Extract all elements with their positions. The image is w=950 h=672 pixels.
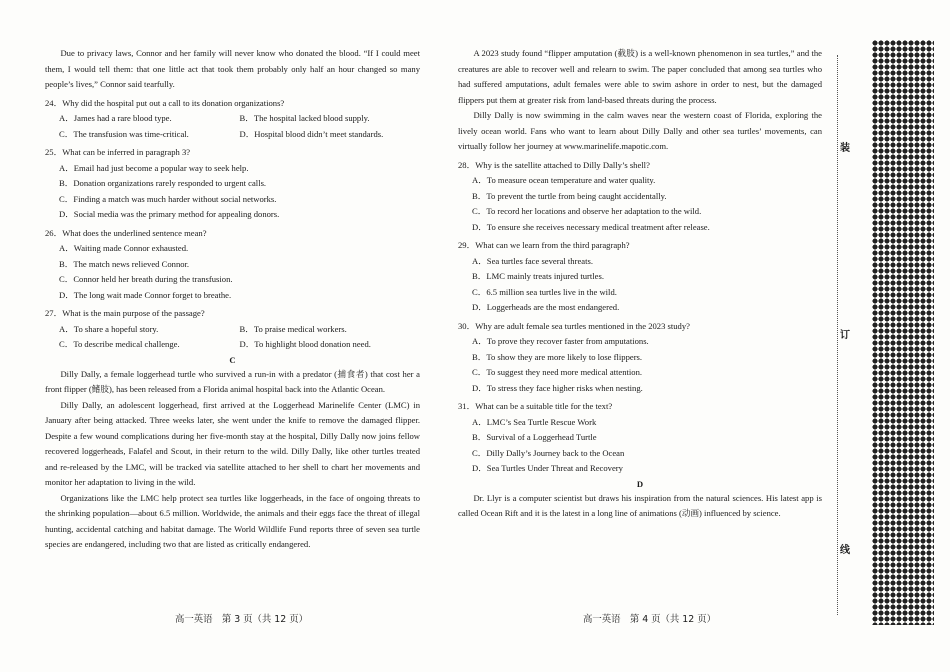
section-d-heading: D <box>636 478 644 489</box>
option-c: C．To record her locations and observe her adaptation to the wild. <box>472 206 702 216</box>
option-d: D．To ensure she receives necessary medical treatment after release. <box>472 221 710 232</box>
question-26: 26．What does the underlined sentence mean? <box>45 227 207 238</box>
decorative-border-pattern <box>872 40 934 625</box>
question-25-options <box>45 161 420 223</box>
passage-c-paragraph-5: Dilly Dally is now swimming in the calm waves near the western coast of Florida, exploring the lively ocean world. Fans who want to learn about Dilly Dally and other sea turtles’ movements, can virtually follow her journey at www.marinelife.mapotic.com. <box>458 110 822 151</box>
option-b: B．The match news relieved Connor. <box>59 258 190 269</box>
question-29: 29．What can we learn from the third paragraph? <box>458 240 630 250</box>
question-30: 30．Why are adult female sea turtles mentioned in the 2023 study? <box>458 320 690 331</box>
option-c: C．To suggest they need more medical attention. <box>472 367 643 377</box>
option-d: D．Hospital blood didn’t meet standards. <box>239 128 384 139</box>
question-29-options <box>458 254 822 316</box>
option-b: B．Donation organizations rarely responded to urgent calls. <box>59 178 267 188</box>
passage-c-paragraph-2: Dilly Dally, an adolescent loggerhead, first arrived at the Loggerhead Marinelife Center (LMC) in January after being attacked. Three weeks later, she went under the knife to remove the damaged flipper. Despite a few wound complications during her five-month stay at the hospital, Dilly Dally now joins fellow recovered loggerheads, Falafel and Scout, in their return to the wild. Dilly Dally, like other turtles treated and re-released by the LMC, will be tracked via satellite attached to her shell to chart her movements and monitor her adaptation to living in the wild. <box>45 399 420 487</box>
option-d: D．Sea Turtles Under Threat and Recovery <box>472 463 623 473</box>
question-30-options <box>458 334 822 396</box>
question-31-options <box>458 415 822 477</box>
passage-c-paragraph-4: A 2023 study found “flipper amputation (截肢) is a well-known phenomenon in sea turtles,” and the creatures are able to recover well and relearn to swim. The paper concluded that among sea turtles who had suffered amputations, adult females were able to swim ashore in order to nest, but the damaged flippers put them at greater risk from land-based threats during the process. <box>458 48 822 105</box>
option-c: C．Dilly Dally’s Journey back to the Ocean <box>472 447 625 458</box>
passage-b-closing: Due to privacy laws, Connor and her family will never know who donated the blood. “If I could meet them, I would tell them: that one little act that took them probably only half an hour changed so many people’s lives,” Connor said tearfully. <box>45 48 420 89</box>
option-a: A．To measure ocean temperature and water quality. <box>472 175 656 185</box>
question-24-options <box>45 111 420 142</box>
footer-page-4: 高一英语 第 4 页（共 12 页） <box>583 614 716 625</box>
right-page <box>458 46 822 522</box>
option-b: B．To praise medical workers. <box>239 323 347 334</box>
option-d: D．To stress they face higher risks when nesting. <box>472 382 643 393</box>
option-b: B．Survival of a Loggerhead Turtle <box>472 432 597 442</box>
passage-c-paragraph-1: Dilly Dally, a female loggerhead turtle who survived a run-in with a predator (捕食者) that cost her a front flipper (鳍肢), has been released from a Florida animal hospital back into the Atlantic Ocean. <box>45 368 420 394</box>
option-a: A．James had a rare blood type. <box>59 113 172 123</box>
option-a: A．To prove they recover faster from amputations. <box>472 336 649 346</box>
section-c-heading: C <box>229 354 236 365</box>
option-d: D．Loggerheads are the most endangered. <box>472 302 620 312</box>
question-27: 27．What is the main purpose of the passage? <box>45 308 205 318</box>
binding-label-xian: 线 <box>840 545 850 556</box>
footer-page-3: 高一英语 第 3 页（共 12 页） <box>175 614 308 625</box>
option-b: B．To show they are more likely to lose flippers. <box>472 351 643 362</box>
option-c: C．6.5 million sea turtles live in the wild. <box>472 286 617 297</box>
option-b: B．To prevent the turtle from being caught accidentally. <box>472 190 667 201</box>
option-b: B．LMC mainly treats injured turtles. <box>472 271 604 281</box>
passage-d-paragraph-1: Dr. Llyr is a computer scientist but draws his inspiration from the natural sciences. His latest app is called Ocean Rift and it is the latest in a long line of animations (动画) influenced by science. <box>458 492 822 518</box>
option-a: A．Waiting made Connor exhausted. <box>59 243 189 253</box>
left-page <box>45 46 420 553</box>
option-a: A．LMC’s Sea Turtle Rescue Work <box>472 416 597 427</box>
binding-label-zhuang: 装 <box>840 143 850 154</box>
question-25: 25．What can be inferred in paragraph 3? <box>45 147 191 157</box>
option-c: C．The transfusion was time-critical. <box>59 128 189 139</box>
option-a: A．Sea turtles face several threats. <box>472 255 593 266</box>
question-27-options <box>45 322 420 353</box>
question-28: 28．Why is the satellite attached to Dilly Dally’s shell? <box>458 159 650 170</box>
question-28-options <box>458 173 822 235</box>
option-c: C．Connor held her breath during the transfusion. <box>59 274 233 284</box>
option-a: A．To share a hopeful story. <box>59 323 159 334</box>
option-d: D．Social media was the primary method for appealing donors. <box>59 209 280 219</box>
question-26-options <box>45 241 420 303</box>
question-31: 31．What can be a suitable title for the text? <box>458 401 613 411</box>
question-24: 24．Why did the hospital put out a call to its donation organizations? <box>45 97 285 108</box>
option-b: B．The hospital lacked blood supply. <box>239 113 370 123</box>
binding-label-ding: 订 <box>840 330 850 341</box>
option-c: C．To describe medical challenge. <box>59 339 180 349</box>
option-c: C．Finding a match was much harder without social networks. <box>59 193 277 204</box>
passage-c-paragraph-3: Organizations like the LMC help protect sea turtles like loggerheads, in the face of ongoing threats to the shrinking population—about 6.5 million. Worldwide, the animals and their eggs face the threat of illegal hunting, accidental catching and habitat damage. The World Wildlife Fund reports three of seven sea turtle species are endangered, including two that are listed as critically endangered. <box>45 492 420 549</box>
option-a: A．Email had just become a popular way to seek help. <box>59 162 249 173</box>
option-d: D．The long wait made Connor forget to breathe. <box>59 289 232 300</box>
option-d: D．To highlight blood donation need. <box>239 339 371 349</box>
